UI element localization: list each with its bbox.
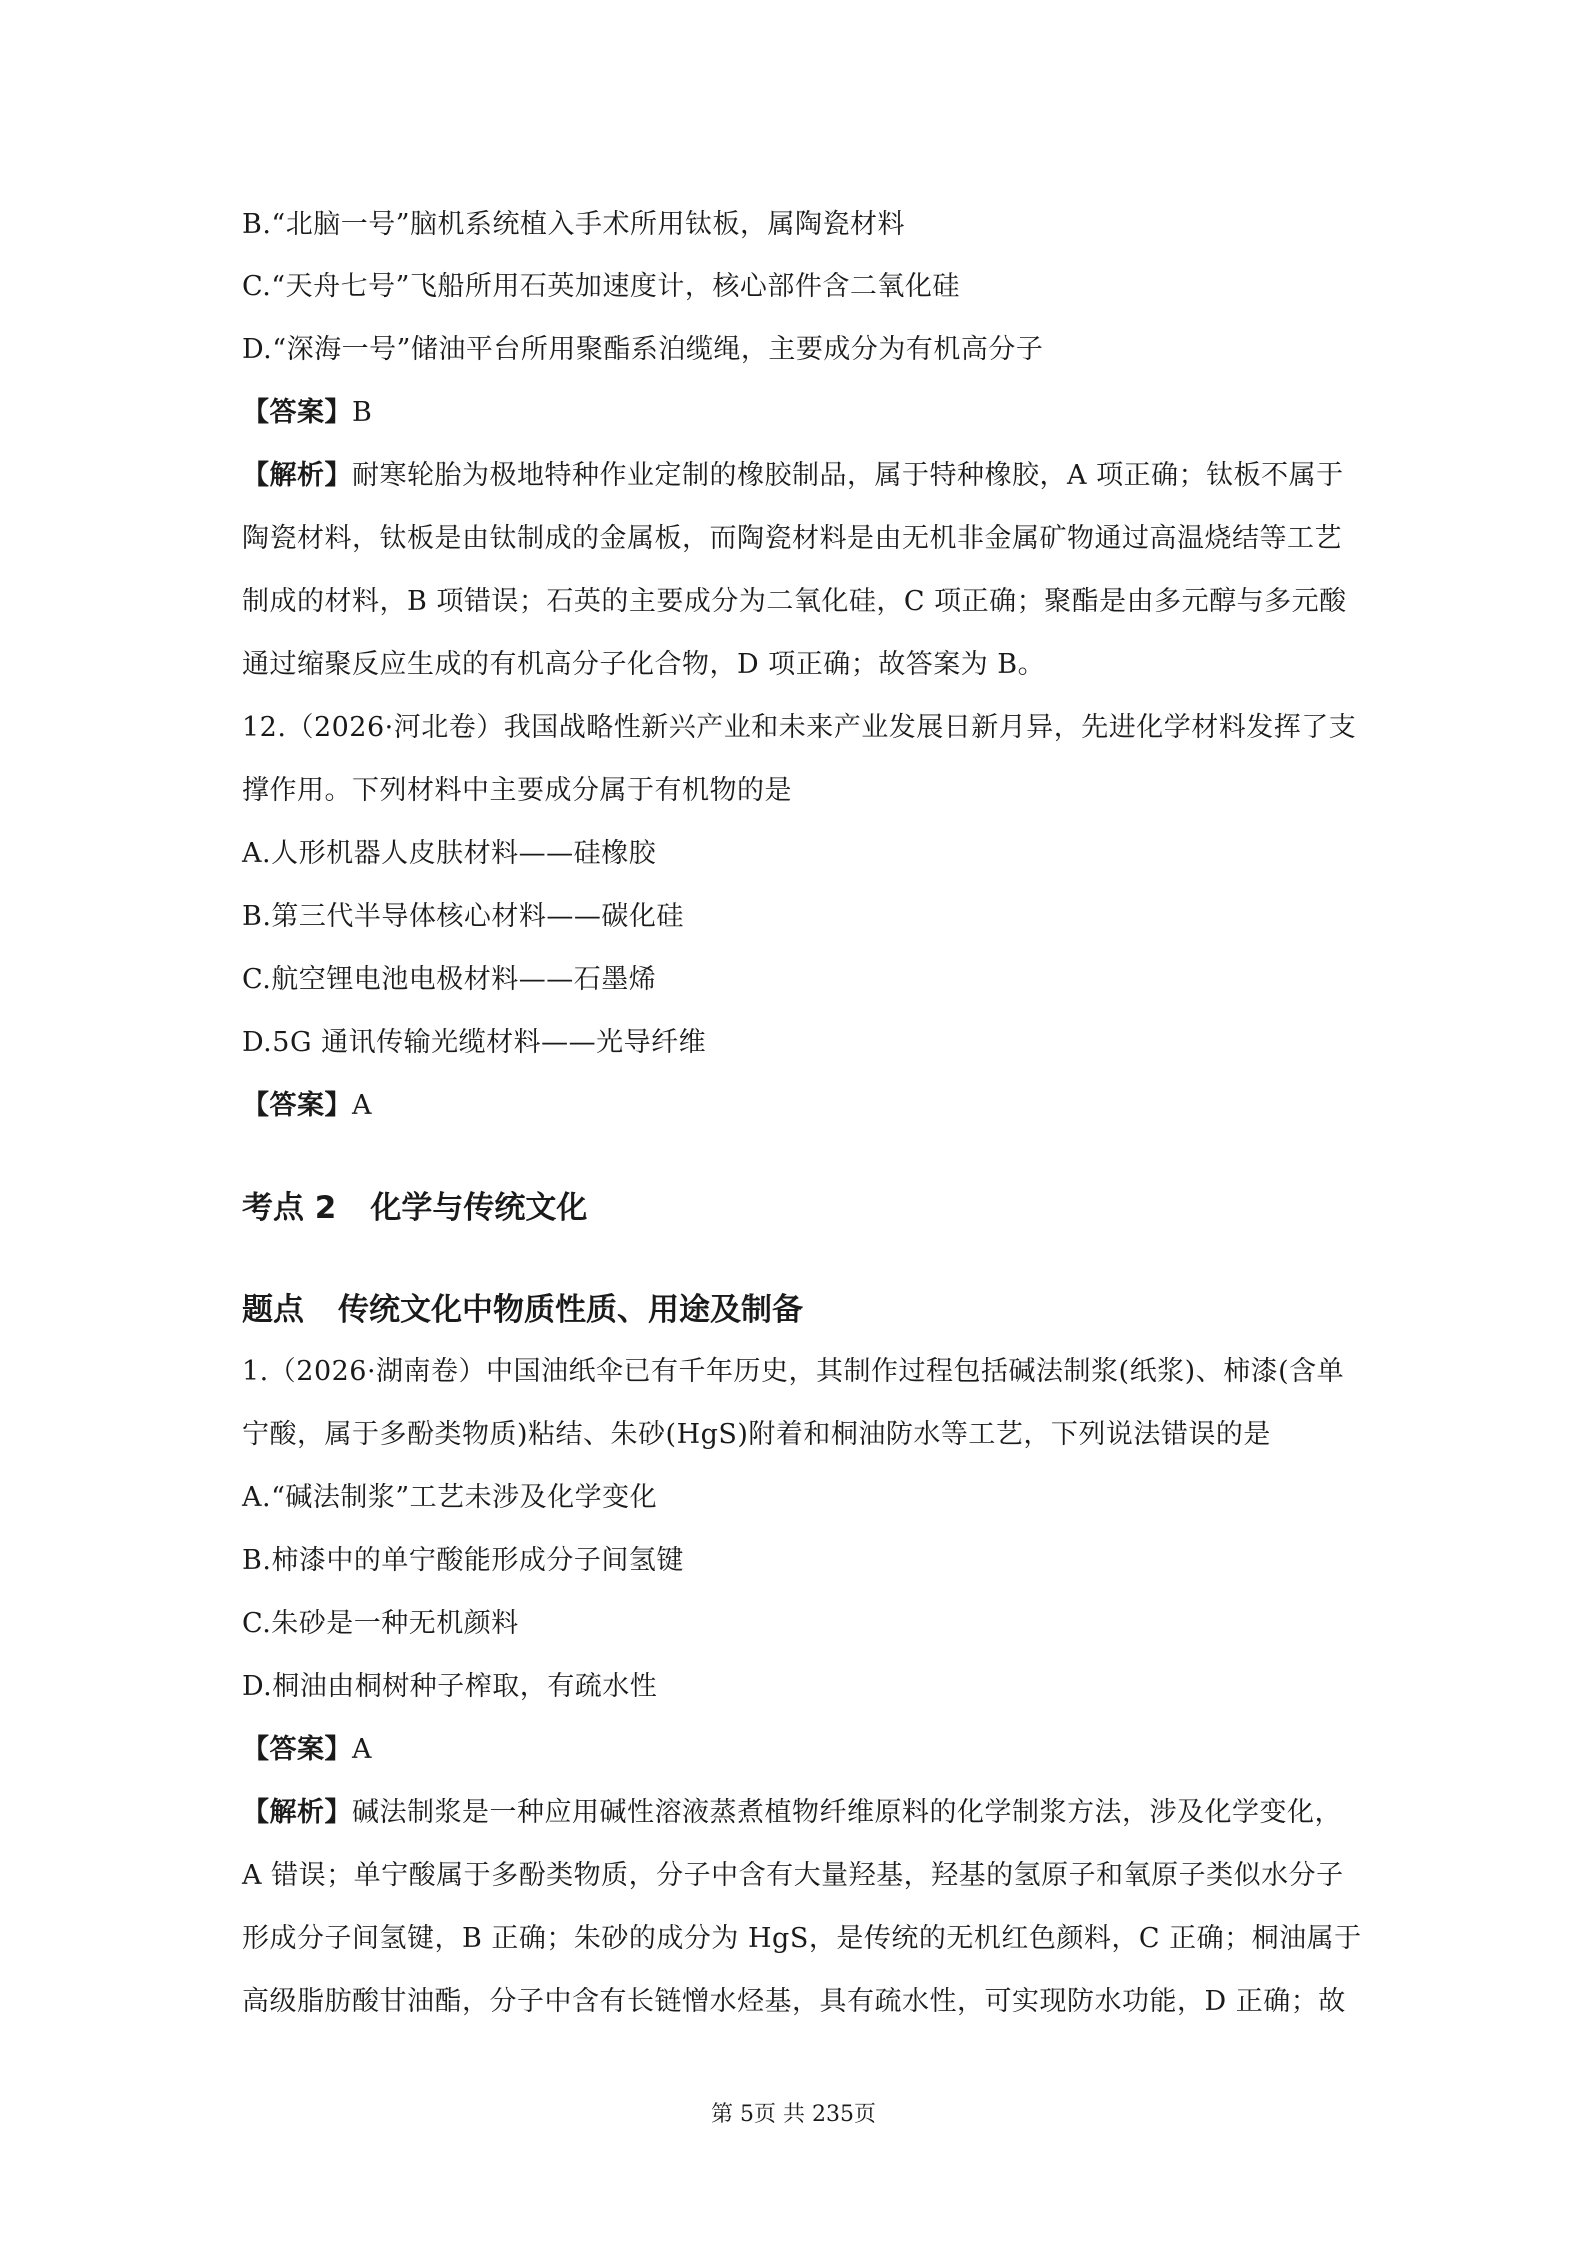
analysis-text: 耐寒轮胎为极地特种作业定制的橡胶制品，属于特种橡胶，A 项正确；钛板不属于 <box>352 460 1344 491</box>
q1-stem-line-1: 1.（2026·湖南卷）中国油纸伞已有千年历史，其制作过程包括碱法制浆(纸浆)、柿漆(含单 <box>242 1356 1345 1387</box>
q1-answer <box>242 1730 1362 1770</box>
q1-stem-line-2: 宁酸，属于多酚类物质)粘结、朱砂(HgS)附着和桐油防水等工艺，下列说法错误的是 <box>242 1419 1271 1450</box>
q1-analysis-line-4: 高级脂肪酸甘油酯，分子中含有长链憎水烃基，具有疏水性，可实现防水功能，D 正确；故 <box>242 1986 1346 2017</box>
q12-option-c: C.航空锂电池电极材料——石墨烯 <box>242 964 657 995</box>
analysis-label: 【解析】 <box>242 460 352 491</box>
q1-analysis-line-3: 形成分子间氢键，B 正确；朱砂的成分为 HgS，是传统的无机红色颜料，C 正确；桐油属于 <box>242 1923 1362 1954</box>
q11-analysis-line-4: 通过缩聚反应生成的有机高分子化合物，D 项正确；故答案为 B。 <box>242 649 1046 680</box>
answer-value: A <box>352 1090 372 1121</box>
q12-answer <box>242 1086 1362 1126</box>
section-heading-kaodian <box>242 1187 587 1229</box>
q12-stem-line-2: 撑作用。下列材料中主要成分属于有机物的是 <box>242 775 792 806</box>
q11-option-c: C.“天舟七号”飞船所用石英加速度计，核心部件含二氧化硅 <box>242 271 960 302</box>
answer-label: 【答案】 <box>242 1734 352 1765</box>
q11-analysis-line-1 <box>242 456 1362 496</box>
page-footer: 第 5页 共 235页 <box>711 2102 876 2127</box>
kaodian-number: 考点 2 <box>242 1190 337 1226</box>
q12-option-a: A.人形机器人皮肤材料——硅橡胶 <box>242 838 657 869</box>
q1-option-d: D.桐油由桐树种子榨取，有疏水性 <box>242 1671 658 1702</box>
q11-analysis-line-3: 制成的材料，B 项错误；石英的主要成分为二氧化硅，C 项正确；聚酯是由多元醇与多元酸 <box>242 586 1347 617</box>
analysis-text: 碱法制浆是一种应用碱性溶液蒸煮植物纤维原料的化学制浆方法，涉及化学变化， <box>352 1797 1342 1828</box>
q1-option-b: B.柿漆中的单宁酸能形成分子间氢键 <box>242 1545 684 1576</box>
answer-label: 【答案】 <box>242 1090 352 1121</box>
q1-analysis-line-2: A 错误；单宁酸属于多酚类物质，分子中含有大量羟基，羟基的氢原子和氧原子类似水分子 <box>242 1860 1344 1891</box>
q1-option-a: A.“碱法制浆”工艺未涉及化学变化 <box>242 1482 658 1513</box>
q12-option-b: B.第三代半导体核心材料——碳化硅 <box>242 901 684 932</box>
section-heading-tidian <box>242 1289 803 1331</box>
q11-analysis-line-2: 陶瓷材料，钛板是由钛制成的金属板，而陶瓷材料是由无机非金属矿物通过高温烧结等工艺 <box>242 523 1342 554</box>
analysis-label: 【解析】 <box>242 1797 352 1828</box>
tidian-title: 传统文化中物质性质、用途及制备 <box>338 1292 803 1328</box>
q12-option-d: D.5G 通讯传输光缆材料——光导纤维 <box>242 1027 707 1058</box>
q11-option-b: B.“北脑一号”脑机系统植入手术所用钛板，属陶瓷材料 <box>242 209 906 240</box>
q1-analysis-line-1 <box>242 1793 1362 1833</box>
q12-stem-line-1: 12.（2026·河北卷）我国战略性新兴产业和未来产业发展日新月异，先进化学材料发挥了支 <box>242 712 1357 743</box>
q11-answer <box>242 393 1362 433</box>
answer-label: 【答案】 <box>242 397 352 428</box>
q1-option-c: C.朱砂是一种无机颜料 <box>242 1608 519 1639</box>
kaodian-title: 化学与传统文化 <box>370 1190 588 1226</box>
answer-value: B <box>352 397 373 428</box>
answer-value: A <box>352 1734 372 1765</box>
tidian-label: 题点 <box>242 1292 304 1328</box>
q11-option-d: D.“深海一号”储油平台所用聚酯系泊缆绳，主要成分为有机高分子 <box>242 334 1044 365</box>
